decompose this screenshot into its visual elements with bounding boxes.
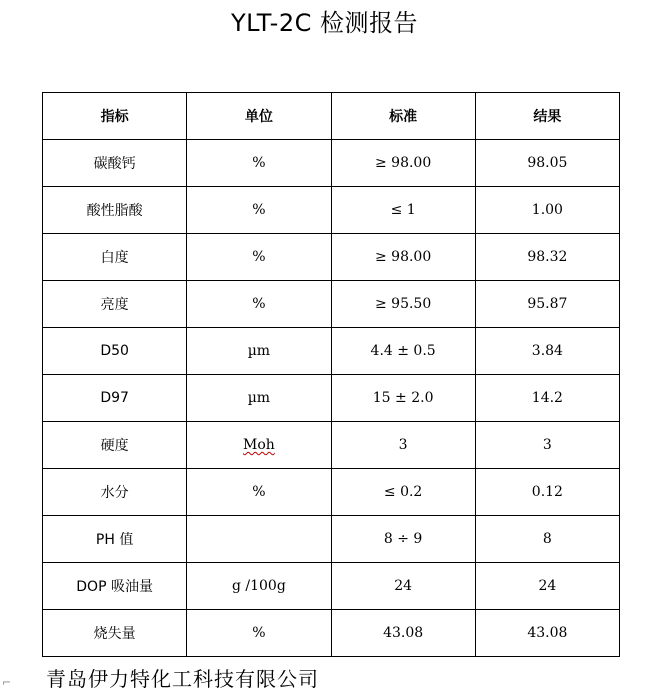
cell-unit bbox=[187, 516, 331, 563]
cell-indicator: 酸性脂酸 bbox=[43, 187, 187, 234]
cell-indicator: 碳酸钙 bbox=[43, 140, 187, 187]
cell-indicator: DOP 吸油量 bbox=[43, 563, 187, 610]
table-row bbox=[43, 516, 620, 563]
cell-unit: % bbox=[187, 610, 331, 657]
cell-result: 95.87 bbox=[475, 281, 619, 328]
table-row bbox=[43, 375, 620, 422]
header-indicator: 指标 bbox=[43, 93, 187, 140]
cell-standard: 43.08 bbox=[331, 610, 475, 657]
cell-result: 98.32 bbox=[475, 234, 619, 281]
cell-indicator: D50 bbox=[43, 328, 187, 375]
cell-result: 43.08 bbox=[475, 610, 619, 657]
cell-result: 98.05 bbox=[475, 140, 619, 187]
table-row bbox=[43, 469, 620, 516]
cell-result: 1.00 bbox=[475, 187, 619, 234]
cell-result: 8 bbox=[475, 516, 619, 563]
cell-standard: ≥ 95.50 bbox=[331, 281, 475, 328]
cell-standard: 3 bbox=[331, 422, 475, 469]
cell-standard: ≥ 98.00 bbox=[331, 140, 475, 187]
cell-indicator: 烧失量 bbox=[43, 610, 187, 657]
cell-standard: 24 bbox=[331, 563, 475, 610]
cell-standard: 8 ÷ 9 bbox=[331, 516, 475, 563]
header-unit: 单位 bbox=[187, 93, 331, 140]
cell-result: 0.12 bbox=[475, 469, 619, 516]
cell-indicator: 水分 bbox=[43, 469, 187, 516]
cell-unit: % bbox=[187, 469, 331, 516]
cell-result: 3.84 bbox=[475, 328, 619, 375]
table-header-row bbox=[43, 93, 620, 140]
cell-unit bbox=[187, 422, 331, 469]
cell-unit: % bbox=[187, 140, 331, 187]
cell-standard: 4.4 ± 0.5 bbox=[331, 328, 475, 375]
cell-unit: g /100g bbox=[187, 563, 331, 610]
cell-unit: % bbox=[187, 234, 331, 281]
report-title: YLT-2C 检测报告 bbox=[231, 9, 418, 37]
cell-indicator: 硬度 bbox=[43, 422, 187, 469]
test-report-table bbox=[42, 92, 620, 657]
table-row bbox=[43, 140, 620, 187]
table-row bbox=[43, 328, 620, 375]
company-name: 青岛伊力特化工科技有限公司 bbox=[46, 667, 319, 691]
cell-standard: 15 ± 2.0 bbox=[331, 375, 475, 422]
table-row bbox=[43, 563, 620, 610]
cell-standard: ≤ 0.2 bbox=[331, 469, 475, 516]
cell-result: 3 bbox=[475, 422, 619, 469]
cell-unit: % bbox=[187, 187, 331, 234]
header-result: 结果 bbox=[475, 93, 619, 140]
page-corner-mark: ⌐ bbox=[2, 676, 12, 689]
table-row bbox=[43, 422, 620, 469]
cell-indicator: 白度 bbox=[43, 234, 187, 281]
cell-result: 24 bbox=[475, 563, 619, 610]
header-standard: 标准 bbox=[331, 93, 475, 140]
table-row bbox=[43, 234, 620, 281]
table-row bbox=[43, 281, 620, 328]
cell-indicator: D97 bbox=[43, 375, 187, 422]
cell-standard: ≤ 1 bbox=[331, 187, 475, 234]
spellcheck-underlined-text: Moh bbox=[242, 437, 275, 453]
cell-unit: µm bbox=[187, 328, 331, 375]
cell-indicator: 亮度 bbox=[43, 281, 187, 328]
cell-unit: µm bbox=[187, 375, 331, 422]
cell-unit: % bbox=[187, 281, 331, 328]
cell-indicator: PH 值 bbox=[43, 516, 187, 563]
table-row bbox=[43, 187, 620, 234]
cell-standard: ≥ 98.00 bbox=[331, 234, 475, 281]
cell-result: 14.2 bbox=[475, 375, 619, 422]
table-row bbox=[43, 610, 620, 657]
